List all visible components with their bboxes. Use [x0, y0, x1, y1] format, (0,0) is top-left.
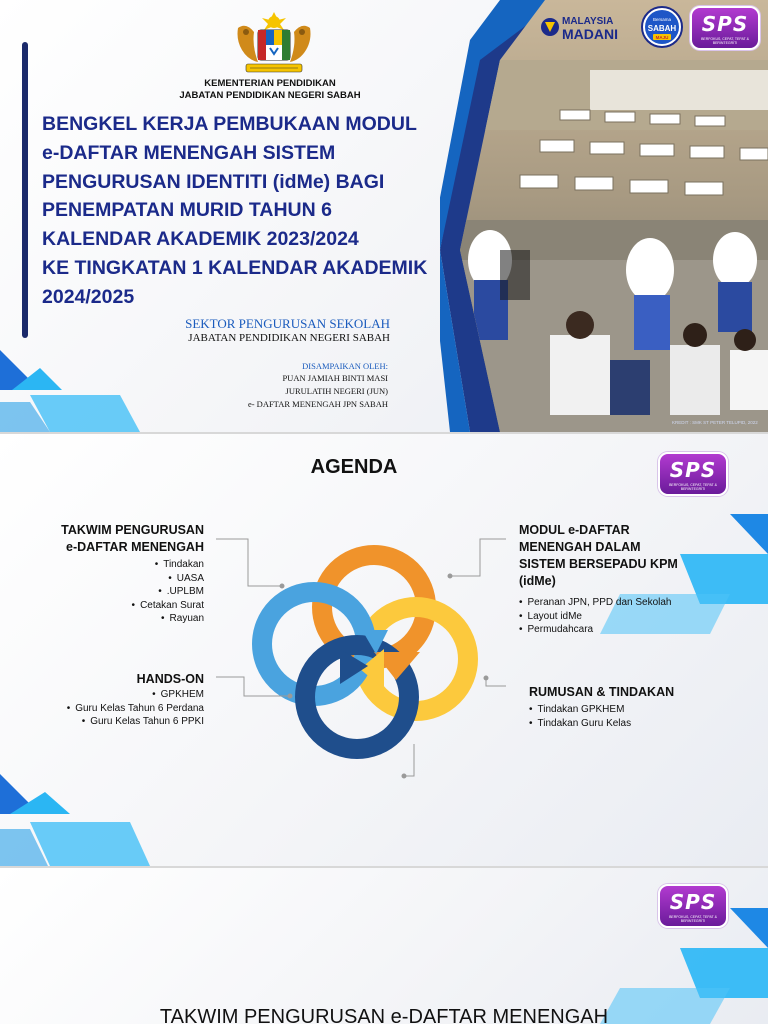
agenda-item-title-line: e-DAFTAR MENENGAH	[66, 540, 204, 554]
bullet-item: • Layout idMe	[519, 610, 739, 624]
sabah-maju-logo	[638, 6, 686, 48]
bullet-item: • Tindakan	[60, 558, 204, 572]
sector-name: SEKTOR PENGURUSAN SEKOLAH	[185, 316, 390, 331]
bullet-item: • GPKHEM	[20, 688, 204, 702]
agenda-item-title-line: MENENGAH DALAM	[519, 540, 641, 554]
agenda-item-modul-bullets	[519, 596, 739, 637]
bullet-item: • Permudahcara	[519, 623, 739, 637]
bullet-item: • Guru Kelas Tahun 6 Perdana	[20, 702, 204, 716]
bullet-item: • Guru Kelas Tahun 6 PPKI	[20, 715, 204, 729]
madani-top-text: MALAYSIA	[562, 16, 614, 27]
presenter-role: JURULATIH NEGERI (JUN)	[285, 386, 388, 396]
title-line: BENGKEL KERJA PEMBUKAAN MODUL	[42, 113, 417, 135]
ministry-heading	[160, 78, 380, 102]
agenda-item-takwim-title	[20, 522, 204, 556]
slide-title	[42, 110, 452, 312]
title-line: 2024/2025	[42, 285, 135, 308]
sps-logo-tagline: BERFOKUS, CEPAT, TEPAT & BERINTEGRITI	[701, 37, 749, 45]
agenda-item-rumusan-title	[529, 684, 749, 701]
agenda-item-hands-on-title	[20, 671, 204, 688]
title-line: KE TINGKATAN 1 KALENDAR AKADEMIK	[42, 256, 428, 279]
sps-logo-text: SPS	[669, 890, 717, 914]
connector-line	[486, 678, 506, 686]
connector-line	[404, 744, 414, 776]
slide-title: TAKWIM PENGURUSAN e-DAFTAR MENENGAH	[159, 1006, 609, 1024]
department-name: JABATAN PENDIDIKAN NEGERI SABAH	[188, 332, 390, 344]
agenda-item-hands-on-bullets	[20, 688, 204, 729]
agenda-title: AGENDA	[310, 456, 398, 478]
sps-logo-tagline: BERFOKUS, CEPAT, TEPAT & BERINTEGRITI	[669, 915, 717, 923]
bullet-item: • UASA	[60, 572, 204, 586]
sps-logo-text: SPS	[669, 458, 717, 482]
bullet-item: • Peranan JPN, PPD dan Sekolah	[519, 596, 739, 610]
malaysia-madani-logo	[540, 8, 632, 46]
title-line: KALENDAR AKADEMIK 2023/2024	[42, 228, 359, 251]
coat-of-arms-logo	[228, 10, 320, 76]
agenda-item-title-line: SISTEM BERSEPADU KPM	[519, 557, 678, 571]
agenda-item-title-line: (idMe)	[519, 574, 556, 588]
title-line: e-DAFTAR MENENGAH SISTEM	[42, 141, 336, 164]
title-slide	[0, 0, 768, 432]
bullet-item: • Tindakan Guru Kelas	[529, 717, 749, 731]
svg-text:MAJU: MAJU	[655, 35, 669, 40]
presenter-name: PUAN JAMIAH BINTI MASI	[282, 373, 388, 383]
takwim-slide	[0, 868, 768, 1024]
ministry-line-2: JABATAN PENDIDIKAN NEGERI SABAH	[179, 90, 361, 101]
classroom-photo	[440, 0, 768, 432]
sps-logo	[690, 6, 760, 50]
sps-logo-text: SPS	[701, 12, 749, 36]
sps-logo-tagline: BERFOKUS, CEPAT, TEPAT & BERINTEGRITI	[669, 483, 717, 491]
agenda-item-title-line: MODUL e-DAFTAR	[519, 523, 630, 537]
agenda-item-title-line: HANDS-ON	[136, 672, 204, 686]
connector-line	[450, 539, 506, 576]
connector-line	[216, 539, 282, 586]
photo-credit: KREDIT : SMK ST PETER TELUPID, 2022	[672, 420, 758, 425]
accent-bar	[22, 42, 28, 338]
agenda-item-title-line: TAKWIM PENGURUSAN	[61, 523, 204, 537]
bullet-item: • Cetakan Surat	[60, 599, 204, 613]
agenda-item-title-line: RUMUSAN & TINDAKAN	[529, 685, 675, 699]
agenda-item-modul-title	[519, 522, 739, 590]
title-line: PENGURUSAN IDENTITI (idMe) BAGI	[42, 170, 385, 193]
madani-bottom-text: MADANI	[562, 26, 618, 42]
decorative-triangles-left	[0, 340, 140, 432]
bullet-item: • Rayuan	[60, 612, 204, 626]
svg-text:Bersama: Bersama	[652, 17, 672, 22]
agenda-slide	[0, 434, 768, 866]
presented-by-label: DISAMPAIKAN OLEH:	[302, 361, 388, 371]
bullet-item: • .UPLBM	[60, 585, 204, 599]
agenda-item-rumusan-bullets	[529, 703, 749, 730]
agenda-item-takwim-bullets	[60, 558, 204, 626]
ministry-line-1: KEMENTERIAN PENDIDIKAN	[204, 78, 336, 89]
presenter-unit: e- DAFTAR MENENGAH JPN SABAH	[247, 399, 388, 409]
svg-text:SABAH: SABAH	[647, 24, 677, 33]
sps-logo	[658, 884, 728, 928]
title-line: PENEMPATAN MURID TAHUN 6	[42, 199, 332, 222]
bullet-item: • Tindakan GPKHEM	[529, 703, 749, 717]
agenda-cycle-diagram	[0, 434, 768, 866]
